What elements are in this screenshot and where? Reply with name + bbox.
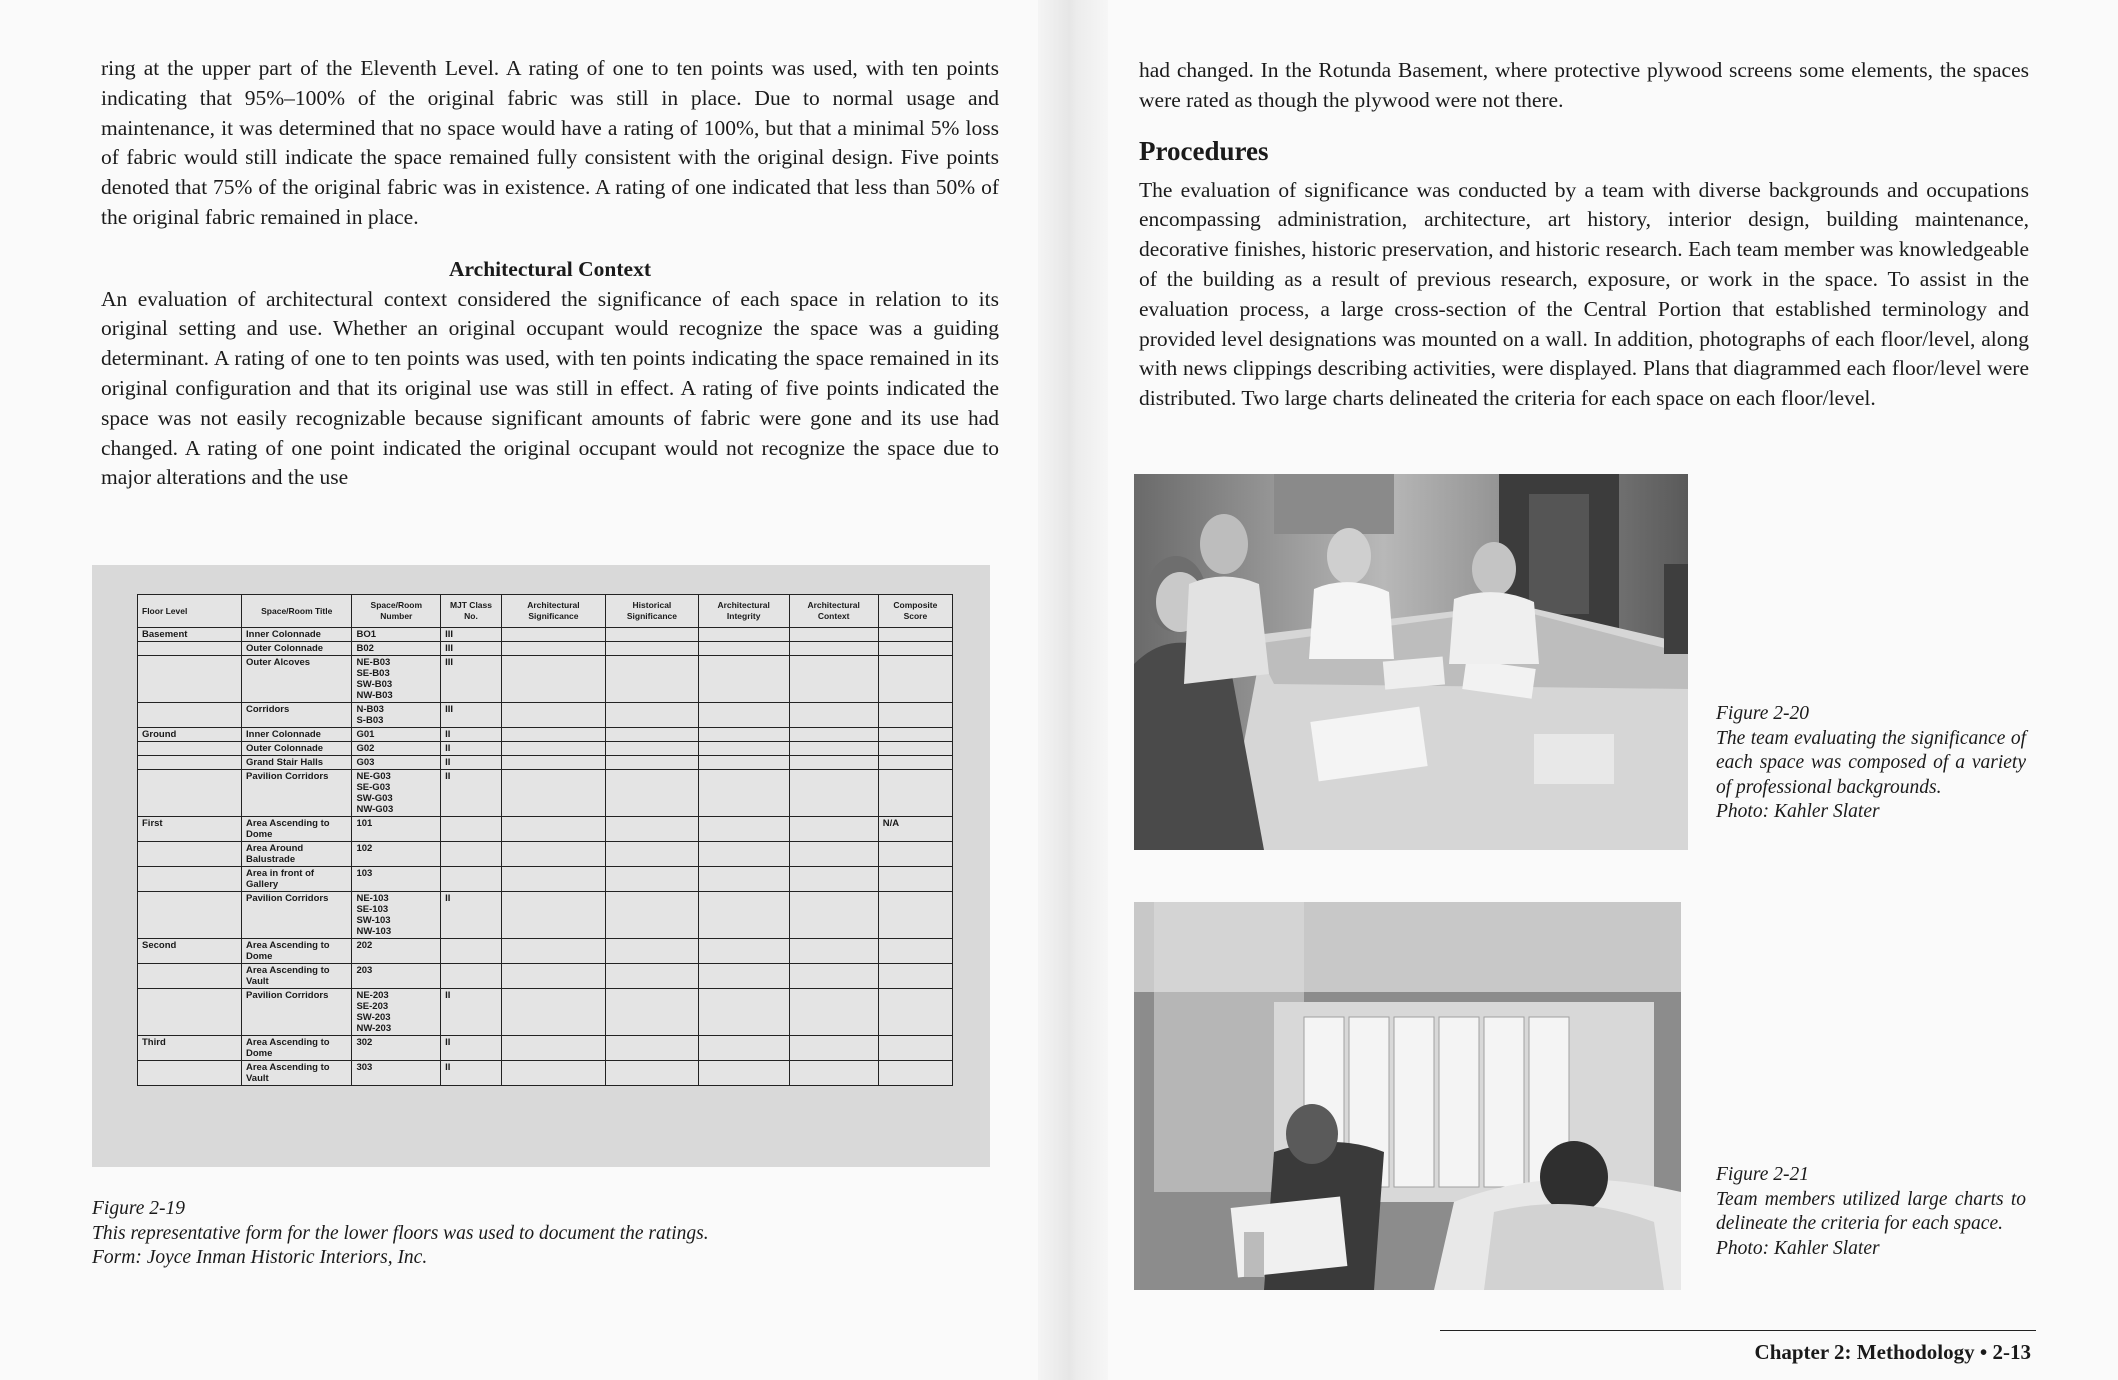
form-cell bbox=[606, 989, 699, 1036]
form-cell bbox=[878, 1036, 952, 1061]
rating-form-table bbox=[137, 594, 953, 1086]
form-cell bbox=[698, 989, 789, 1036]
form-row bbox=[138, 892, 953, 939]
form-cell: 101 bbox=[352, 817, 441, 842]
form-header-cell: Historical Significance bbox=[606, 595, 699, 628]
form-cell: B02 bbox=[352, 642, 441, 656]
figure-2-21-caption bbox=[1716, 1163, 2026, 1261]
form-cell bbox=[698, 892, 789, 939]
form-cell bbox=[138, 770, 242, 817]
team-meeting-photo bbox=[1134, 474, 1688, 850]
figure-2-19-text: This representative form for the lower floors was used to document the ratings. bbox=[92, 1222, 709, 1244]
form-cell: III bbox=[441, 628, 502, 642]
form-cell: Grand Stair Halls bbox=[242, 756, 352, 770]
form-cell bbox=[789, 892, 878, 939]
form-row bbox=[138, 939, 953, 964]
form-cell: III bbox=[441, 642, 502, 656]
form-cell bbox=[501, 842, 605, 867]
form-cell bbox=[501, 656, 605, 703]
form-cell bbox=[606, 642, 699, 656]
form-header-row bbox=[138, 595, 953, 628]
figure-2-20-text: The team evaluating the significance of each space was composed of a variety of professional backgrounds. bbox=[1716, 727, 2026, 798]
form-cell bbox=[698, 742, 789, 756]
form-row bbox=[138, 756, 953, 770]
form-cell bbox=[606, 867, 699, 892]
book-gutter bbox=[1038, 0, 1108, 1380]
form-cell bbox=[501, 756, 605, 770]
figure-2-19-credit: Form: Joyce Inman Historic Interiors, Inc. bbox=[92, 1247, 428, 1268]
form-cell bbox=[606, 703, 699, 728]
figure-2-21-text: Team members utilized large charts to delineate the criteria for each space. bbox=[1716, 1188, 2026, 1234]
form-header-cell: Composite Score bbox=[878, 595, 952, 628]
form-cell bbox=[606, 728, 699, 742]
form-cell: G01 bbox=[352, 728, 441, 742]
form-cell bbox=[878, 867, 952, 892]
form-cell bbox=[501, 1061, 605, 1086]
form-cell bbox=[501, 817, 605, 842]
form-cell: N-B03 S-B03 bbox=[352, 703, 441, 728]
form-cell bbox=[698, 770, 789, 817]
form-cell: NE-203 SE-203 SW-203 NW-203 bbox=[352, 989, 441, 1036]
form-cell bbox=[138, 656, 242, 703]
form-cell: Ground bbox=[138, 728, 242, 742]
form-cell bbox=[789, 770, 878, 817]
form-cell bbox=[789, 1061, 878, 1086]
form-cell bbox=[441, 842, 502, 867]
form-cell: Area Ascending to Vault bbox=[242, 1061, 352, 1086]
form-cell bbox=[878, 742, 952, 756]
chapter-label: Chapter 2: Methodology bbox=[1754, 1340, 1975, 1364]
form-cell bbox=[698, 642, 789, 656]
form-cell: II bbox=[441, 892, 502, 939]
form-cell bbox=[501, 770, 605, 817]
form-cell bbox=[698, 728, 789, 742]
form-cell: Area Ascending to Dome bbox=[242, 817, 352, 842]
form-cell bbox=[501, 892, 605, 939]
form-row bbox=[138, 817, 953, 842]
form-cell: Area Around Balustrade bbox=[242, 842, 352, 867]
form-cell bbox=[878, 892, 952, 939]
form-cell bbox=[789, 756, 878, 770]
figure-2-20-caption bbox=[1716, 702, 2026, 825]
form-cell bbox=[138, 756, 242, 770]
form-cell: NE-103 SE-103 SW-103 NW-103 bbox=[352, 892, 441, 939]
form-cell: NE-G03 SE-G03 SW-G03 NW-G03 bbox=[352, 770, 441, 817]
figure-2-20-credit: Photo: Kahler Slater bbox=[1716, 801, 1880, 822]
form-cell bbox=[441, 817, 502, 842]
form-cell: N/A bbox=[878, 817, 952, 842]
form-cell: 103 bbox=[352, 867, 441, 892]
form-cell bbox=[698, 1061, 789, 1086]
form-cell bbox=[501, 989, 605, 1036]
form-cell: Outer Alcoves bbox=[242, 656, 352, 703]
form-cell bbox=[789, 1036, 878, 1061]
form-cell: II bbox=[441, 742, 502, 756]
page-number: 2-13 bbox=[1992, 1340, 2031, 1364]
form-cell bbox=[878, 628, 952, 642]
form-cell bbox=[501, 642, 605, 656]
form-cell: First bbox=[138, 817, 242, 842]
form-cell bbox=[698, 842, 789, 867]
form-cell bbox=[698, 964, 789, 989]
figure-2-20-title: Figure 2-20 bbox=[1716, 703, 1809, 724]
form-cell bbox=[138, 989, 242, 1036]
form-row bbox=[138, 703, 953, 728]
form-cell: III bbox=[441, 703, 502, 728]
form-cell bbox=[138, 642, 242, 656]
form-cell bbox=[138, 842, 242, 867]
form-cell bbox=[606, 742, 699, 756]
form-cell bbox=[501, 728, 605, 742]
form-cell bbox=[698, 703, 789, 728]
form-cell bbox=[138, 867, 242, 892]
form-cell: 102 bbox=[352, 842, 441, 867]
form-cell bbox=[606, 756, 699, 770]
architectural-context-heading: Architectural Context bbox=[448, 256, 651, 281]
form-cell bbox=[878, 1061, 952, 1086]
form-cell bbox=[138, 742, 242, 756]
form-row bbox=[138, 728, 953, 742]
figure-2-21-title: Figure 2-21 bbox=[1716, 1164, 1809, 1185]
form-cell bbox=[878, 656, 952, 703]
form-cell: II bbox=[441, 756, 502, 770]
form-cell bbox=[878, 770, 952, 817]
integrity-paragraph: ring at the upper part of the Eleventh Level. A rating of one to ten points was used, with ten points indicating that 95%–100% of the original fabric was still in place. Due to normal usage and maintenance, it was determined that no space would have a rating of 100%, but that a minimal 5% loss of fabric would still indicate the space remained fully consistent with the original design. Five points denoted that 75% of the original fabric was in existence. A rating of one indicated that less than 50% of the original fabric remained in place. bbox=[101, 56, 999, 229]
form-cell: Corridors bbox=[242, 703, 352, 728]
form-cell bbox=[878, 842, 952, 867]
form-cell bbox=[789, 817, 878, 842]
footer-bullet: • bbox=[1979, 1340, 1988, 1364]
form-row bbox=[138, 964, 953, 989]
form-cell bbox=[698, 939, 789, 964]
rating-form-figure bbox=[92, 565, 990, 1167]
form-cell bbox=[138, 892, 242, 939]
form-cell bbox=[501, 628, 605, 642]
form-cell bbox=[789, 939, 878, 964]
form-cell: II bbox=[441, 1036, 502, 1061]
form-header-cell: MJT Class No. bbox=[441, 595, 502, 628]
form-cell bbox=[606, 817, 699, 842]
form-cell: G03 bbox=[352, 756, 441, 770]
form-cell bbox=[698, 628, 789, 642]
form-cell bbox=[878, 964, 952, 989]
form-cell bbox=[789, 842, 878, 867]
form-cell bbox=[698, 1036, 789, 1061]
form-cell bbox=[698, 656, 789, 703]
form-cell: Outer Colonnade bbox=[242, 742, 352, 756]
footer-rule bbox=[1440, 1330, 2036, 1331]
form-cell: G02 bbox=[352, 742, 441, 756]
form-row bbox=[138, 989, 953, 1036]
form-cell: 202 bbox=[352, 939, 441, 964]
form-cell bbox=[138, 964, 242, 989]
form-cell bbox=[789, 989, 878, 1036]
page-footer bbox=[1440, 1340, 2031, 1365]
form-cell bbox=[501, 867, 605, 892]
wall-charts-photo bbox=[1134, 902, 1681, 1290]
form-cell: Third bbox=[138, 1036, 242, 1061]
form-row bbox=[138, 656, 953, 703]
form-cell bbox=[878, 756, 952, 770]
right-page-text bbox=[1139, 56, 2029, 414]
form-row bbox=[138, 1036, 953, 1061]
form-cell bbox=[698, 867, 789, 892]
form-cell bbox=[789, 656, 878, 703]
form-cell bbox=[698, 756, 789, 770]
form-row bbox=[138, 642, 953, 656]
form-cell bbox=[606, 842, 699, 867]
form-cell: II bbox=[441, 770, 502, 817]
procedures-paragraph: The evaluation of significance was conducted by a team with diverse backgrounds and occupations encompassing administration, architecture, art history, interior design, building maintenance, decorative finishes, historic preservation, and historic research. Each team member was knowledgeable of the building as a result of previous research, exposure, or work in the space. To assist in the evaluation process, a large cross-section of the Central Portion that established terminology and provided level designations was mounted on a wall. In addition, photographs of each floor/level, along with news clippings describing activities, were displayed. Plans that diagrammed each floor/level were distributed. Two large charts delineated the criteria for each space on each floor/level. bbox=[1139, 177, 2029, 411]
form-cell: NE-B03 SE-B03 SW-B03 NW-B03 bbox=[352, 656, 441, 703]
context-paragraph: An evaluation of architectural context considered the significance of each space in relation to its original setting and use. Whether an original occupant would recognize the space was a guiding determinant. A rating of one to ten points was used, with ten points indicating the space remained in its original configuration and that its original use was still in effect. A rating of five points indicated the space was not easily recognizable because significant amounts of fabric were gone and its use had changed. A rating of one point indicated the original occupant would not recognize the space due to major alterations and the use bbox=[101, 286, 999, 490]
form-cell bbox=[878, 703, 952, 728]
figure-2-19-caption bbox=[92, 1197, 852, 1271]
form-cell bbox=[789, 628, 878, 642]
left-page-text bbox=[101, 54, 999, 493]
form-header-cell: Space/Room Title bbox=[242, 595, 352, 628]
form-cell: Pavilion Corridors bbox=[242, 770, 352, 817]
figure-2-19-title: Figure 2-19 bbox=[92, 1198, 185, 1219]
form-cell bbox=[698, 817, 789, 842]
form-row bbox=[138, 770, 953, 817]
form-cell bbox=[441, 867, 502, 892]
form-cell bbox=[606, 1036, 699, 1061]
form-cell: Area in front of Gallery bbox=[242, 867, 352, 892]
form-cell: 302 bbox=[352, 1036, 441, 1061]
form-row bbox=[138, 628, 953, 642]
form-cell: Basement bbox=[138, 628, 242, 642]
form-cell: II bbox=[441, 728, 502, 742]
form-cell bbox=[789, 642, 878, 656]
form-cell bbox=[441, 939, 502, 964]
form-cell bbox=[501, 742, 605, 756]
form-cell bbox=[606, 892, 699, 939]
form-cell bbox=[789, 867, 878, 892]
form-cell bbox=[138, 1061, 242, 1086]
form-cell bbox=[501, 939, 605, 964]
form-cell bbox=[606, 964, 699, 989]
form-cell: II bbox=[441, 1061, 502, 1086]
form-cell bbox=[138, 703, 242, 728]
form-row bbox=[138, 842, 953, 867]
form-header-cell: Space/Room Number bbox=[352, 595, 441, 628]
form-cell: II bbox=[441, 989, 502, 1036]
form-cell: Second bbox=[138, 939, 242, 964]
form-cell bbox=[789, 964, 878, 989]
form-cell: 303 bbox=[352, 1061, 441, 1086]
form-cell bbox=[878, 939, 952, 964]
form-cell bbox=[789, 703, 878, 728]
form-cell bbox=[606, 770, 699, 817]
form-cell bbox=[501, 703, 605, 728]
form-cell bbox=[606, 939, 699, 964]
form-cell: III bbox=[441, 656, 502, 703]
plywood-paragraph: had changed. In the Rotunda Basement, where protective plywood screens some elements, the spaces were rated as though the plywood were not there. bbox=[1139, 58, 2029, 112]
form-cell bbox=[606, 1061, 699, 1086]
form-cell: Inner Colonnade bbox=[242, 628, 352, 642]
form-header-cell: Architectural Significance bbox=[501, 595, 605, 628]
figure-2-21-credit: Photo: Kahler Slater bbox=[1716, 1237, 1880, 1259]
form-cell bbox=[789, 742, 878, 756]
form-header-cell: Architectural Context bbox=[789, 595, 878, 628]
form-cell: Area Ascending to Vault bbox=[242, 964, 352, 989]
form-cell bbox=[878, 989, 952, 1036]
form-cell: Outer Colonnade bbox=[242, 642, 352, 656]
form-cell: Pavilion Corridors bbox=[242, 989, 352, 1036]
form-cell: 203 bbox=[352, 964, 441, 989]
form-cell: BO1 bbox=[352, 628, 441, 642]
form-header-cell: Architectural Integrity bbox=[698, 595, 789, 628]
form-cell: Area Ascending to Dome bbox=[242, 939, 352, 964]
form-row bbox=[138, 867, 953, 892]
form-header-cell: Floor Level bbox=[138, 595, 242, 628]
form-cell: Area Ascending to Dome bbox=[242, 1036, 352, 1061]
form-cell: Pavilion Corridors bbox=[242, 892, 352, 939]
form-cell: Inner Colonnade bbox=[242, 728, 352, 742]
form-row bbox=[138, 1061, 953, 1086]
form-cell bbox=[501, 964, 605, 989]
form-cell bbox=[606, 628, 699, 642]
procedures-heading: Procedures bbox=[1139, 135, 1269, 166]
form-cell bbox=[878, 642, 952, 656]
form-cell bbox=[501, 1036, 605, 1061]
form-cell bbox=[789, 728, 878, 742]
form-cell bbox=[441, 964, 502, 989]
form-row bbox=[138, 742, 953, 756]
form-cell bbox=[606, 656, 699, 703]
form-cell bbox=[878, 728, 952, 742]
